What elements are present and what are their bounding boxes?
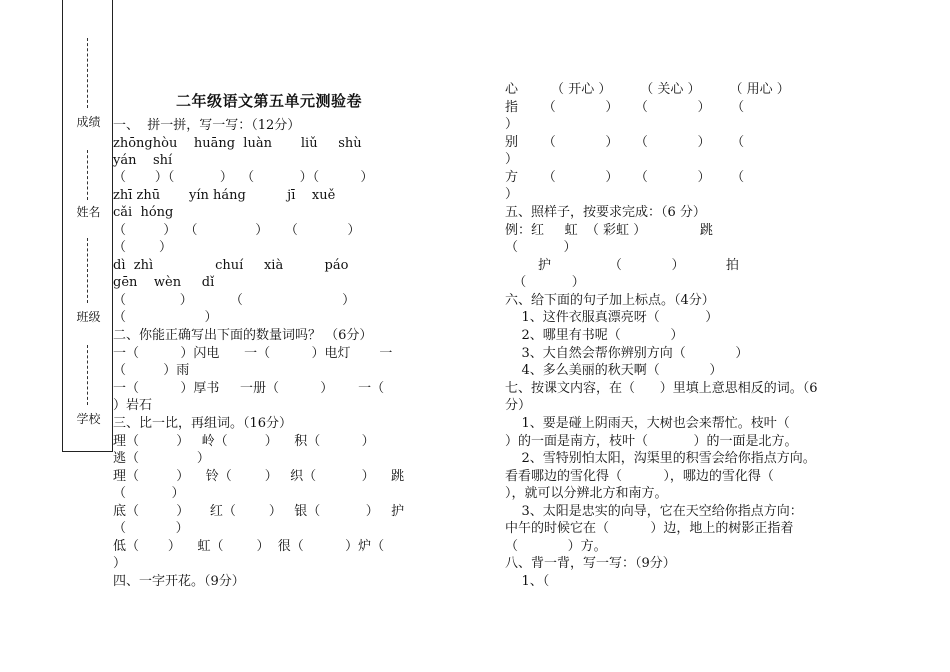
answer-blank-line[interactable]: （ ） （ ） （ ） <box>113 223 361 238</box>
compare-word-line[interactable]: 底（ ） 红（ ） 银（ ） 护 <box>113 504 405 519</box>
section-4-heading: 四、一字开花。（9分） <box>113 574 245 589</box>
exam-title: 二年级语文第五单元测验卷 <box>176 92 363 110</box>
measure-word-line[interactable]: ）岩石 <box>113 398 153 413</box>
section-2-heading: 二、你能正确写出下面的数量词吗？ （6分） <box>113 328 373 343</box>
answer-blank-line[interactable]: （ ）（ ） （ ）（ ） <box>113 170 374 185</box>
class-blank-line <box>87 238 88 303</box>
antonym-text-line[interactable]: 中午的时候它在（ ）边，地上的树影正指着 <box>505 521 794 536</box>
example-line: 例：红 虹 （ 彩虹 ） 跳 <box>505 223 713 238</box>
punctuation-item[interactable]: 4、多么美丽的秋天啊（ ） <box>505 363 723 378</box>
compare-word-line[interactable]: 逃（ ） <box>113 451 210 466</box>
antonym-text-line: 3、太阳是忠实的向导，它在天空给你指点方向： <box>505 504 803 519</box>
pinyin-line: gēn wèn dǐ <box>113 275 215 290</box>
word-flower-line: 心 （ 开心 ） （ 关心 ） （ 用心 ） <box>505 82 790 97</box>
word-flower-line[interactable]: 别 （ ） （ ） （ <box>505 135 745 150</box>
antonym-text-line[interactable]: （ ）方。 <box>505 539 607 554</box>
answer-blank-line[interactable]: （ ） （ ） <box>113 293 356 308</box>
class-label: 班级 <box>76 310 101 324</box>
measure-word-line[interactable]: 一（ ）闪电 一（ ）电灯 一 <box>113 346 393 361</box>
section-7-heading-cont: 分） <box>505 398 532 413</box>
compare-word-line[interactable]: 理（ ） 岭（ ） 积（ ） <box>113 434 375 449</box>
antonym-text-line[interactable]: ），就可以分辨北方和南方。 <box>505 486 668 501</box>
antonym-text-line: 2、雪特别怕太阳，沟渠里的积雪会给你指点方向。 <box>505 451 816 466</box>
compare-word-line[interactable]: ） <box>113 556 127 571</box>
name-blank-line <box>87 150 88 200</box>
section-8-heading: 八、背一背，写一写：（9分） <box>505 556 676 571</box>
measure-word-line[interactable]: （ ）雨 <box>113 363 190 378</box>
name-label: 姓名 <box>76 205 101 219</box>
word-flower-line[interactable]: ） <box>505 187 519 202</box>
score-label: 成绩 <box>76 115 101 129</box>
punctuation-item[interactable]: 3、大自然会帮你辨别方向（ ） <box>505 346 749 361</box>
section-5-heading: 五、照样子，按要求完成：（6 分） <box>505 205 706 220</box>
section-3-heading: 三、比一比，再组词。（16分） <box>113 416 293 431</box>
recite-item[interactable]: 1、（ <box>505 574 550 589</box>
word-flower-line[interactable]: 方 （ ） （ ） （ <box>505 170 745 185</box>
measure-word-line[interactable]: 一（ ）厚书 一册（ ） 一（ <box>113 381 385 396</box>
word-flower-line[interactable]: ） <box>505 117 519 132</box>
answer-blank-line[interactable]: （ ） <box>113 240 173 255</box>
example-blank-line[interactable]: （ ） <box>505 240 577 255</box>
compare-word-line[interactable]: （ ） <box>113 486 185 501</box>
student-info-sidebar <box>62 0 113 452</box>
compare-word-line[interactable]: （ ） <box>113 521 189 536</box>
antonym-text-line[interactable]: 1、要是碰上阴雨天，大树也会来帮忙。枝叶（ <box>505 416 790 431</box>
punctuation-item[interactable]: 1、这件衣服真漂亮呀（ ） <box>505 310 719 325</box>
pinyin-line: yán shí <box>113 153 173 168</box>
pinyin-line: zhī zhū yín háng jī xuě <box>113 188 336 203</box>
section-6-heading: 六、给下面的句子加上标点。（4分） <box>505 293 715 308</box>
pinyin-line: zhōnghòu huāng luàn liǔ shù <box>113 136 362 151</box>
pinyin-line: dì zhì chuí xià páo <box>113 258 349 273</box>
pinyin-line: cǎi hóng <box>113 205 174 220</box>
antonym-text-line[interactable]: ）的一面是南方，枝叶（ ）的一面是北方。 <box>505 434 798 449</box>
school-blank-line <box>87 345 88 405</box>
school-label: 学校 <box>76 412 101 426</box>
compare-word-line[interactable]: 低（ ） 虹（ ） 很（ ）炉（ <box>113 539 385 554</box>
antonym-text-line[interactable]: 看看哪边的雪化得（ ），哪边的雪化得（ <box>505 469 774 484</box>
word-flower-line[interactable]: ） <box>505 152 519 167</box>
section-7-heading: 七、按课文内容，在（ ）里填上意思相反的词。（6 <box>505 381 818 396</box>
compare-word-line[interactable]: 理（ ） 铃（ ） 织（ ） 跳 <box>113 469 405 484</box>
word-flower-line[interactable]: 指 （ ） （ ） （ <box>505 100 745 115</box>
example-blank-line[interactable]: （ ） <box>505 275 585 290</box>
punctuation-item[interactable]: 2、哪里有书呢（ ） <box>505 328 684 343</box>
section-1-heading: 一、 拼一拼，写一写：（12分） <box>113 118 301 133</box>
score-blank-line <box>87 38 88 108</box>
example-blank-line[interactable]: 护 （ ） 拍 <box>505 258 739 273</box>
answer-blank-line[interactable]: （ ） <box>113 310 218 325</box>
